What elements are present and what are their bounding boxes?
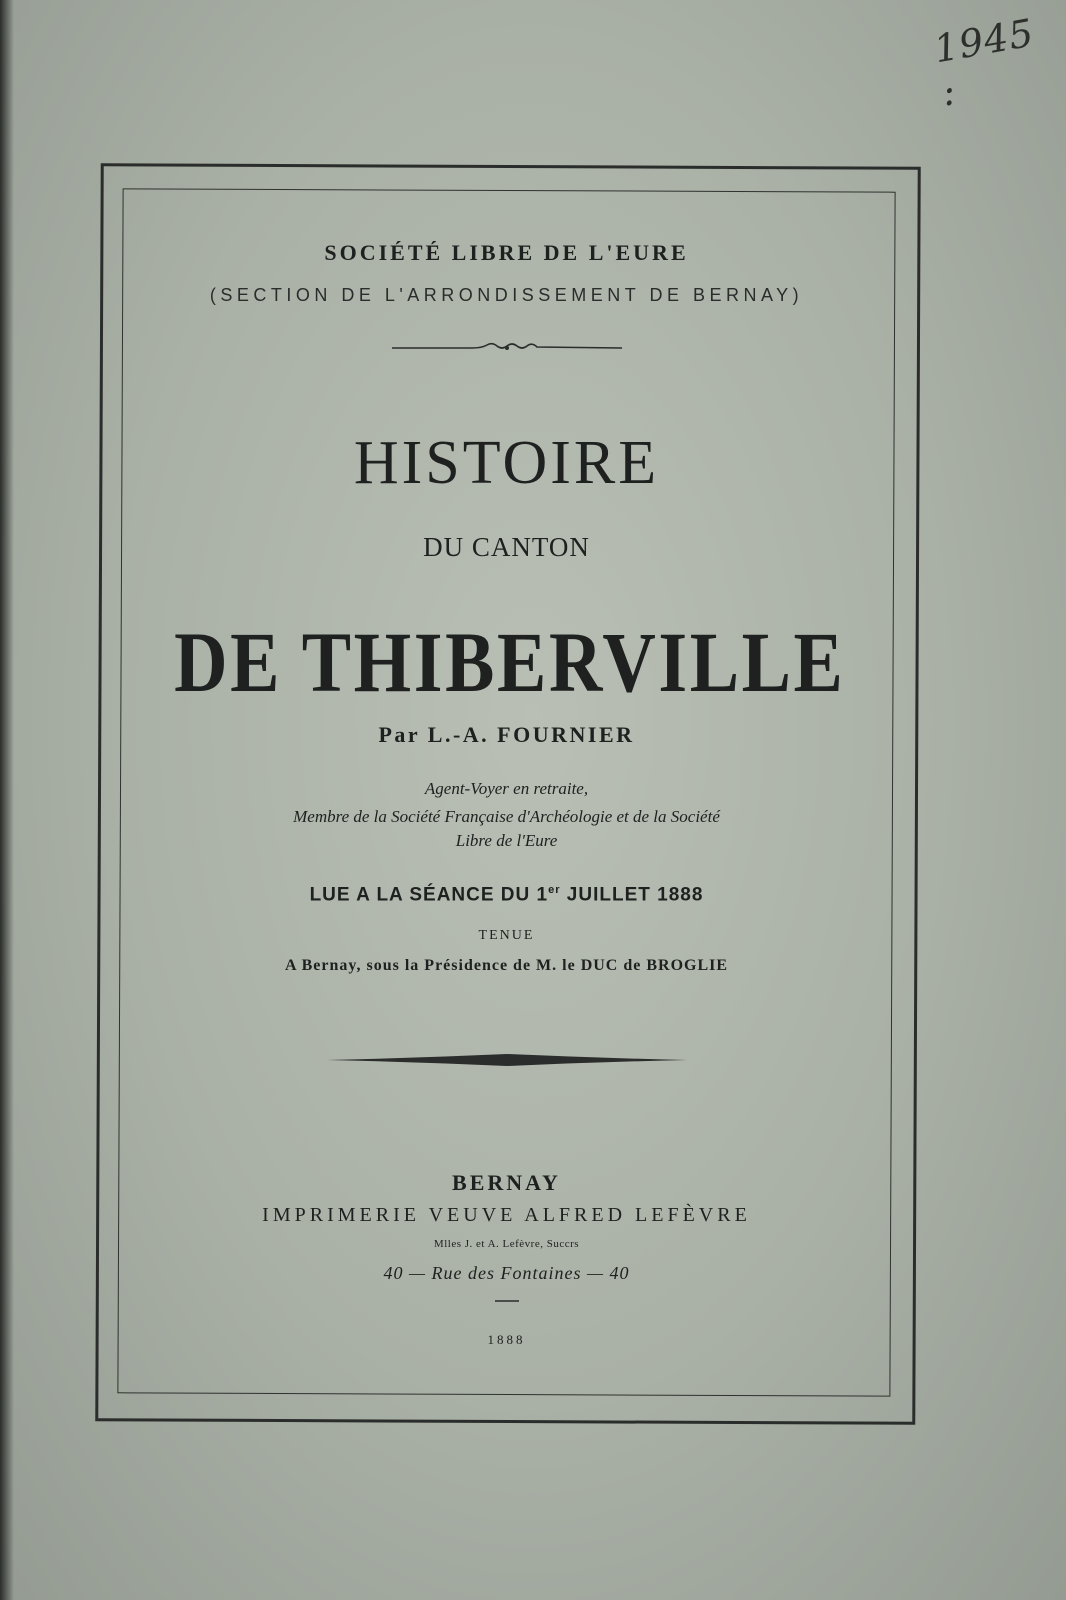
handwritten-note: 1945 : [930, 10, 1038, 115]
subtitle: DU CANTON [423, 532, 590, 562]
imprint-successors: Mlles J. et A. Lefèvre, Succrs [433, 1238, 580, 1250]
author-credential: Membre de la Société Française d'Archéologie et de la Société [293, 807, 720, 826]
society-name: SOCIÉTÉ LIBRE DE L'EURE [324, 240, 689, 265]
imprint-address: 40 — Rue des Fontaines — 40 [383, 1263, 630, 1283]
reading-date-suffix: JUILLET 1888 [560, 884, 704, 906]
imprint-printer: IMPRIMERIE VEUVE ALFRED LEFÈVRE [262, 1204, 751, 1226]
short-rule [120, 1298, 893, 1304]
author-credential: Libre de l'Eure [455, 831, 558, 850]
held-label: TENUE [478, 928, 535, 943]
author-line: Par L.-A. FOURNIER [378, 722, 635, 747]
place-title: DE THIBERVILLE [174, 614, 846, 710]
reading-date [120, 884, 893, 906]
presidency-line: A Bernay, sous la Présidence de M. le DUC de BROGLIE [284, 957, 729, 974]
main-title: HISTOIRE [353, 429, 660, 497]
top-ornament-rule [120, 338, 893, 358]
imprint-city: BERNAY [452, 1170, 561, 1195]
publication-year: 1888 [487, 1332, 526, 1347]
society-section: (SECTION DE L'ARRONDISSEMENT DE BERNAY) [209, 285, 804, 305]
reading-date-superscript: er [548, 884, 561, 896]
reading-date-prefix: LUE A LA SÉANCE DU 1 [309, 884, 549, 906]
author-credential: Agent-Voyer en retraite, [424, 779, 589, 798]
middle-ornament-rule [120, 1050, 893, 1070]
